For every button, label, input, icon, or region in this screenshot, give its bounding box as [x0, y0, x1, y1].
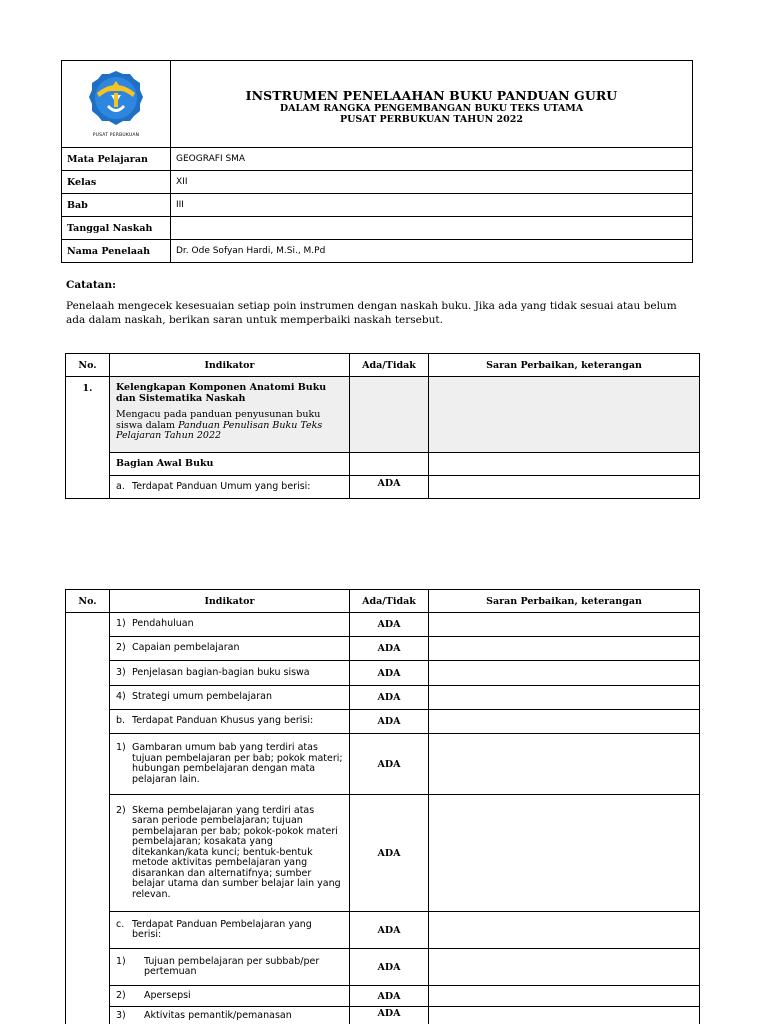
list-item — [116, 743, 343, 785]
indicator-table-1 — [65, 353, 700, 499]
saran-cell — [429, 795, 700, 912]
kelas-label: Kelas — [62, 171, 171, 194]
ada-tidak-value: ADA — [350, 710, 429, 734]
document-title: INSTRUMEN PENELAAHAN BUKU PANDUAN GURU — [245, 87, 618, 103]
item-number: 3) — [116, 666, 126, 678]
list-item — [116, 1011, 343, 1022]
table-row — [66, 795, 700, 912]
list-item — [116, 920, 343, 941]
table-2-body — [66, 613, 700, 1024]
item-number: 2) — [116, 989, 126, 1001]
col-header-indikator: Indikator — [110, 354, 350, 377]
logo-cell — [62, 61, 171, 148]
list-item — [116, 619, 343, 630]
item-text: Skema pembelajaran yang terdiri atas saran periode pembelajaran; tujuan pembelajaran per bab; pokok-pokok materi pembelajaran; kosakata yang ditekankan/kata kunci; bentuk-bentuk metode aktivitas pembelajaran yang disarankan dan alternatifnya; sumber belajar utama dan sumber belajar lain yang relevan. — [132, 804, 341, 900]
tut-wuri-handayani-logo — [87, 69, 145, 127]
list-item — [116, 643, 343, 654]
ada-tidak-value: ADA — [350, 912, 429, 949]
indicator-cell — [110, 949, 350, 986]
notes-heading: Catatan: — [66, 279, 116, 291]
col-header-no: No. — [66, 354, 110, 377]
mata-pelajaran-label: Mata Pelajaran — [62, 148, 171, 171]
title-cell — [171, 61, 693, 148]
indicator-cell — [110, 686, 350, 710]
item-text: Pendahuluan — [132, 618, 194, 630]
item-number: b. — [116, 715, 126, 727]
section-title: Kelengkapan Komponen Anatomi Buku dan Sistematika Naskah — [116, 382, 327, 404]
list-item — [116, 716, 343, 727]
item-number: c. — [116, 918, 125, 930]
list-item — [116, 991, 343, 1002]
item-a — [116, 482, 343, 493]
ada-tidak-value: ADA — [350, 986, 429, 1007]
indicator-table-2 — [65, 589, 700, 1024]
indicator-cell — [110, 986, 350, 1007]
section-ada-cell — [350, 377, 429, 453]
col-header-saran: Saran Perbaikan, keterangan — [429, 354, 700, 377]
table-row — [66, 637, 700, 661]
item-number: 2) — [116, 642, 126, 654]
saran-cell — [429, 734, 700, 795]
section-saran-cell — [429, 377, 700, 453]
saran-cell — [429, 613, 700, 637]
ada-tidak-value: ADA — [350, 949, 429, 986]
row-number: 1. — [66, 377, 110, 499]
saran-cell — [429, 661, 700, 686]
table-row — [66, 912, 700, 949]
item-text: Gambaran umum bab yang terdiri atas tujuan pembelajaran per bab; pokok materi; hubungan pembelajaran dengan mata pelajaran lain. — [132, 742, 343, 785]
indicator-cell — [110, 710, 350, 734]
item-a-num: a. — [116, 480, 125, 492]
logo-caption: PUSAT PERBUKUAN — [92, 133, 140, 138]
ada-tidak-value: ADA — [350, 637, 429, 661]
nama-penelaah-label: Nama Penelaah — [62, 240, 171, 263]
item-text: Terdapat Panduan Khusus yang berisi: — [132, 715, 314, 727]
item-text: Aktivitas pemantik/pemanasan — [144, 1010, 292, 1022]
list-item — [116, 668, 343, 679]
notes-text: Penelaah mengecek kesesuaian setiap poin instrumen dengan naskah buku. Jika ada yang tidak sesuai atau belum ada dalam naskah, berikan saran untuk memperbaiki naskah tersebut. — [66, 300, 677, 326]
table-row — [66, 734, 700, 795]
document-subtitle-1: DALAM RANGKA PENGEMBANGAN BUKU TEKS UTAMA — [279, 102, 584, 114]
item-text: Penjelasan bagian-bagian buku siswa — [132, 666, 310, 678]
table-row — [66, 1007, 700, 1024]
indicator-cell — [110, 637, 350, 661]
table-row — [66, 661, 700, 686]
item-a-ada: ADA — [350, 476, 429, 499]
indicator-cell — [110, 613, 350, 637]
bagian-awal-label: Bagian Awal Buku — [110, 453, 350, 476]
document-subtitle-2: PUSAT PERBUKUAN TAHUN 2022 — [340, 113, 523, 125]
ada-tidak-value: ADA — [350, 734, 429, 795]
bab-value: III — [171, 194, 693, 217]
indicator-cell — [110, 912, 350, 949]
table-row — [66, 986, 700, 1007]
tanggal-naskah-label: Tanggal Naskah — [62, 217, 171, 240]
table-row — [66, 949, 700, 986]
ada-tidak-value: ADA — [350, 613, 429, 637]
item-number: 4) — [116, 691, 126, 703]
section-cell — [110, 377, 350, 453]
mata-pelajaran-value: GEOGRAFI SMA — [171, 148, 693, 171]
col-header-no: No. — [66, 590, 110, 613]
list-item — [116, 957, 343, 978]
item-a-cell — [110, 476, 350, 499]
saran-cell — [429, 710, 700, 734]
bagian-awal-saran — [429, 453, 700, 476]
ada-tidak-value: ADA — [350, 1007, 429, 1024]
list-item — [116, 806, 343, 901]
row-number-cell — [66, 613, 110, 1024]
indicator-cell — [110, 795, 350, 912]
ada-tidak-value: ADA — [350, 661, 429, 686]
nama-penelaah-value: Dr. Ode Sofyan Hardi, M.Si., M.Pd — [171, 240, 693, 263]
saran-cell — [429, 637, 700, 661]
section-description — [116, 410, 343, 442]
ada-tidak-value: ADA — [350, 795, 429, 912]
bagian-awal-ada — [350, 453, 429, 476]
saran-cell — [429, 949, 700, 986]
table-row — [66, 710, 700, 734]
saran-cell — [429, 686, 700, 710]
item-number: 1) — [116, 742, 126, 753]
saran-cell — [429, 1007, 700, 1024]
indicator-cell — [110, 1007, 350, 1024]
ada-tidak-value: ADA — [350, 686, 429, 710]
tanggal-naskah-value — [171, 217, 693, 240]
section-desc-plain: Mengacu pada panduan penyusunan buku siswa dalam — [116, 409, 321, 431]
item-number: 1) — [116, 955, 126, 967]
item-a-saran — [429, 476, 700, 499]
item-text: Tujuan pembelajaran per subbab/per pertemuan — [144, 955, 320, 977]
kelas-value: XII — [171, 171, 693, 194]
header-table — [61, 60, 693, 263]
col-header-ada-tidak: Ada/Tidak — [350, 354, 429, 377]
section-desc-italic: Panduan Penulisan Buku Teks Pelajaran Tahun 2022 — [116, 419, 323, 441]
indicator-cell — [110, 734, 350, 795]
item-number: 3) — [116, 1010, 126, 1022]
item-number: 1) — [116, 618, 126, 630]
col-header-saran: Saran Perbaikan, keterangan — [429, 590, 700, 613]
col-header-indikator: Indikator — [110, 590, 350, 613]
col-header-ada-tidak: Ada/Tidak — [350, 590, 429, 613]
item-text: Capaian pembelajaran — [132, 642, 240, 654]
item-text: Strategi umum pembelajaran — [132, 691, 272, 703]
bab-label: Bab — [62, 194, 171, 217]
saran-cell — [429, 986, 700, 1007]
saran-cell — [429, 912, 700, 949]
item-text: Terdapat Panduan Pembelajaran yang berisi: — [132, 918, 312, 940]
table-row — [66, 686, 700, 710]
item-number: 2) — [116, 804, 126, 816]
indicator-cell — [110, 661, 350, 686]
table-row — [66, 613, 700, 637]
item-text: Apersepsi — [144, 989, 191, 1001]
list-item — [116, 692, 343, 703]
item-a-text: Terdapat Panduan Umum yang berisi: — [132, 480, 311, 492]
